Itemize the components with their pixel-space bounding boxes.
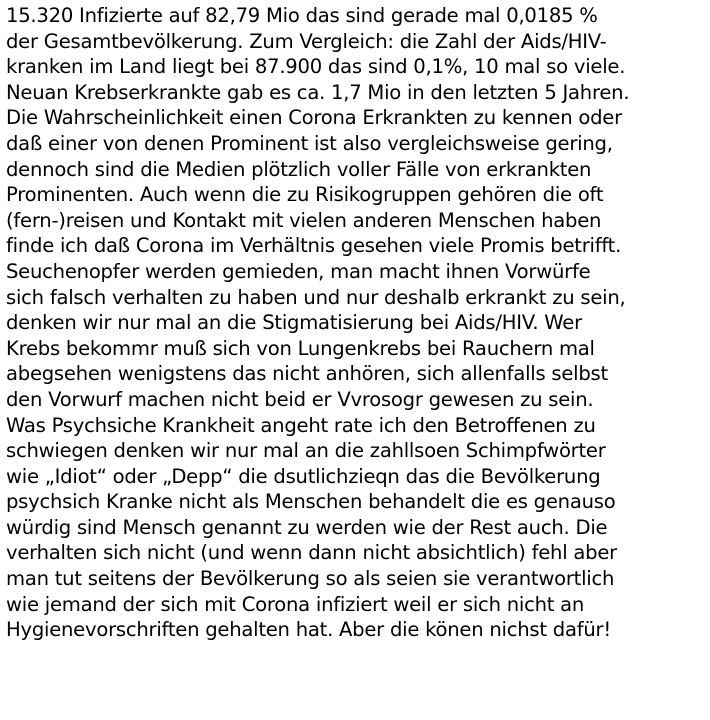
text-line: psychsich Kranke nicht als Menschen behandelt die es genauso <box>6 490 616 514</box>
text-line: Prominenten. Auch wenn die zu Risikogruppen gehören die oft <box>6 183 604 207</box>
text-line: kranken im Land liegt bei 87.900 das sind 0,1%, 10 mal so viele. <box>6 55 626 79</box>
text-line: finde ich daß Corona im Verhältnis gesehen viele Promis betrifft. <box>6 234 622 258</box>
text-line: schwiegen denken wir nur mal an die zahllsoen Schimpfwörter <box>6 439 606 463</box>
text-line: Hygienevorschriften gehalten hat. Aber die könen nichst dafür! <box>6 618 611 642</box>
text-line: Krebs bekommr muß sich von Lungenkrebs bei Rauchern mal <box>6 336 595 360</box>
text-line: Die Wahrscheinlichkeit einen Corona Erkrankten zu kennen oder <box>6 106 622 130</box>
text-line: denken wir nur mal an die Stigmatisierung bei Aids/HIV. Wer <box>6 311 582 335</box>
text-line: abegsehen wenigstens das nicht anhören, sich allenfalls selbst <box>6 362 608 386</box>
text-line: Was Psychsiche Krankheit angeht rate ich den Betroffenen zu <box>6 413 596 437</box>
text-line: der Gesamtbevölkerung. Zum Vergleich: die Zahl der Aids/HIV- <box>6 29 607 53</box>
text-line: (fern-)reisen und Kontakt mit vielen anderen Menschen haben <box>6 208 602 232</box>
text-line: würdig sind Mensch genannt zu werden wie der Rest auch. Die <box>6 515 608 539</box>
text-line: dennoch sind die Medien plötzlich voller Fälle von erkrankten <box>6 157 592 181</box>
text-line: den Vorwurf machen nicht beid er Vvrosogr gewesen zu sein. <box>6 387 594 411</box>
text-line: man tut seitens der Bevölkerung so als seien sie verantwortlich <box>6 567 615 591</box>
text-line: verhalten sich nicht (und wenn dann nicht absichtlich) fehl aber <box>6 541 617 565</box>
body-text <box>6 3 710 643</box>
text-line: wie „Idiot“ oder „Depp“ die dsutlichzieqn das die Bevölkerung <box>6 464 601 488</box>
text-line: sich falsch verhalten zu haben und nur deshalb erkrankt zu sein, <box>6 285 626 309</box>
text-line: Neuan Krebserkrankte gab es ca. 1,7 Mio in den letzten 5 Jahren. <box>6 80 630 104</box>
text-line: daß einer von denen Prominent ist also vergleichsweise gering, <box>6 131 613 155</box>
text-line: wie jemand der sich mit Corona infiziert weil er sich nicht an <box>6 592 585 616</box>
text-line: 15.320 Infizierte auf 82,79 Mio das sind gerade mal 0,0185 % <box>6 4 598 27</box>
text-line: Seuchenopfer werden gemieden, man macht ihnen Vorwürfe <box>6 259 591 283</box>
